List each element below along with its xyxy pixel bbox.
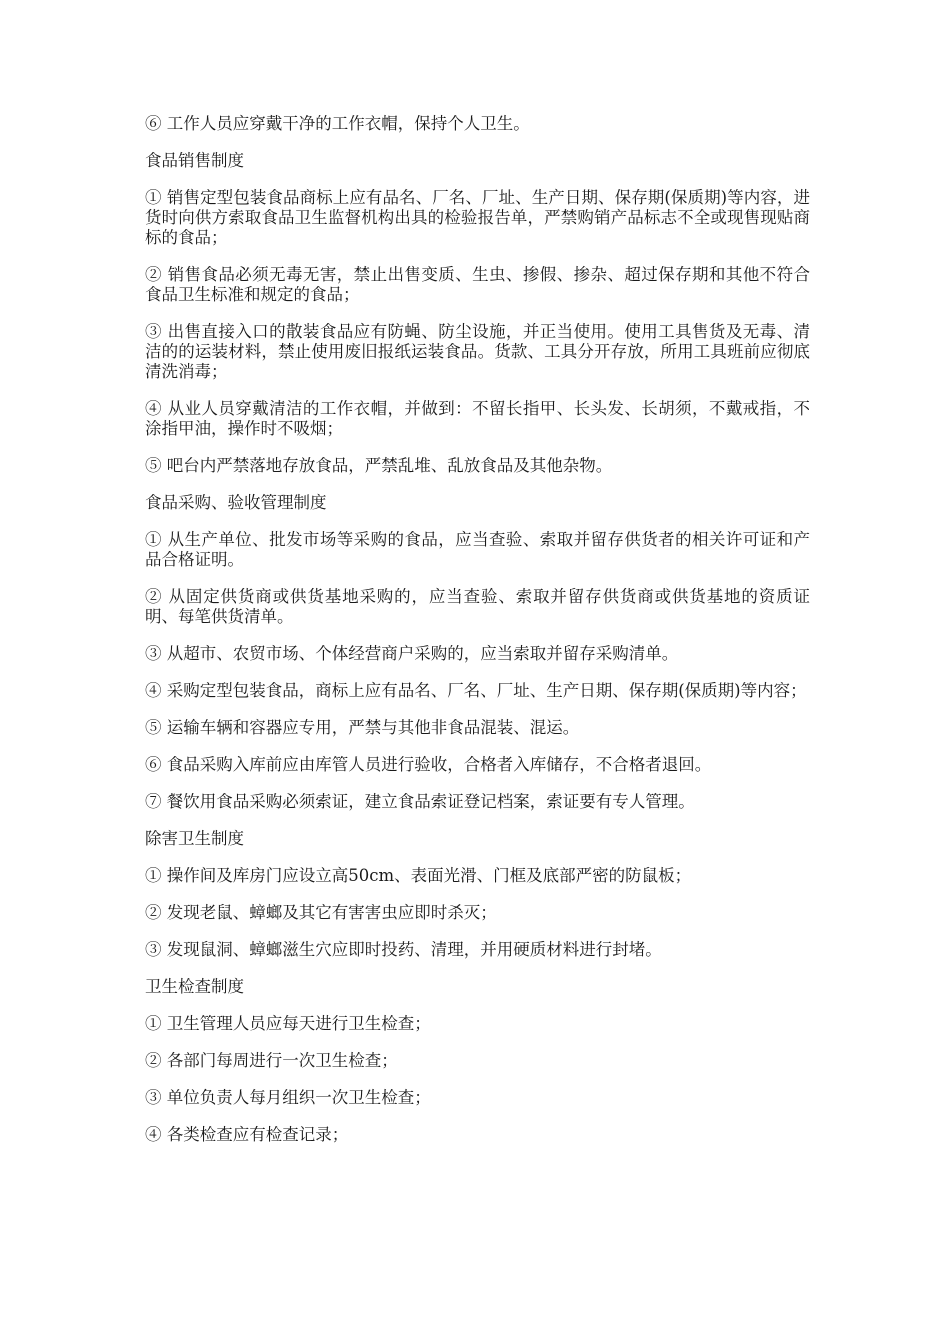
list-item: ⑤ 吧台内严禁落地存放食品，严禁乱堆、乱放食品及其他杂物。 xyxy=(145,456,613,475)
section-heading: 除害卫生制度 xyxy=(145,829,244,848)
list-item: ① 销售定型包装食品商标上应有品名、厂名、厂址、生产日期、保存期(保质期)等内容，进货时向供方索取食品卫生监督机构出具的检验报告单，严禁购销产品标志不全或现售现贴商标的食品； xyxy=(145,188,810,247)
list-item: ④ 采购定型包装食品，商标上应有品名、厂名、厂址、生产日期、保存期(保质期)等内容； xyxy=(145,681,807,700)
list-item: ② 从固定供货商或供货基地采购的，应当查验、索取并留存供货商或供货基地的资质证明、每笔供货清单。 xyxy=(145,587,810,626)
list-item: ③ 单位负责人每月组织一次卫生检查； xyxy=(145,1088,431,1107)
list-item: ③ 出售直接入口的散装食品应有防蝇、防尘设施，并正当使用。使用工具售货及无毒、清洁的的运装材料，禁止使用废旧报纸运装食品。货款、工具分开存放，所用工具班前应彻底清洗消毒； xyxy=(145,322,810,381)
list-item: ⑤ 运输车辆和容器应专用，严禁与其他非食品混装、混运。 xyxy=(145,718,580,737)
list-item: ① 操作间及库房门应设立高50cm、表面光滑、门框及底部严密的防鼠板； xyxy=(145,866,692,885)
section-heading: 食品销售制度 xyxy=(145,151,244,170)
document-body xyxy=(145,114,810,1162)
list-item: ① 从生产单位、批发市场等采购的食品，应当查验、索取并留存供货者的相关许可证和产品合格证明。 xyxy=(145,530,810,569)
list-item: ④ 从业人员穿戴清洁的工作衣帽，并做到：不留长指甲、长头发、长胡须，不戴戒指，不涂指甲油，操作时不吸烟； xyxy=(145,399,810,438)
list-item: ② 销售食品必须无毒无害，禁止出售变质、生虫、掺假、掺杂、超过保存期和其他不符合食品卫生标准和规定的食品； xyxy=(145,265,810,304)
list-item: ② 各部门每周进行一次卫生检查； xyxy=(145,1051,398,1070)
list-item: ① 卫生管理人员应每天进行卫生检查； xyxy=(145,1014,431,1033)
list-item: ③ 从超市、农贸市场、个体经营商户采购的，应当索取并留存采购清单。 xyxy=(145,644,679,663)
list-item: ③ 发现鼠洞、蟑螂滋生穴应即时投药、清理，并用硬质材料进行封堵。 xyxy=(145,940,662,959)
list-item: ⑥ 食品采购入库前应由库管人员进行验收，合格者入库储存，不合格者退回。 xyxy=(145,755,712,774)
list-item: ④ 各类检查应有检查记录； xyxy=(145,1125,349,1144)
section-heading: 卫生检查制度 xyxy=(145,977,244,996)
list-item: ⑦ 餐饮用食品采购必须索证，建立食品索证登记档案，索证要有专人管理。 xyxy=(145,792,695,811)
list-item: ② 发现老鼠、蟑螂及其它有害害虫应即时杀灭； xyxy=(145,903,497,922)
section-heading: 食品采购、验收管理制度 xyxy=(145,493,327,512)
list-item: ⑥ 工作人员应穿戴干净的工作衣帽，保持个人卫生。 xyxy=(145,114,530,133)
